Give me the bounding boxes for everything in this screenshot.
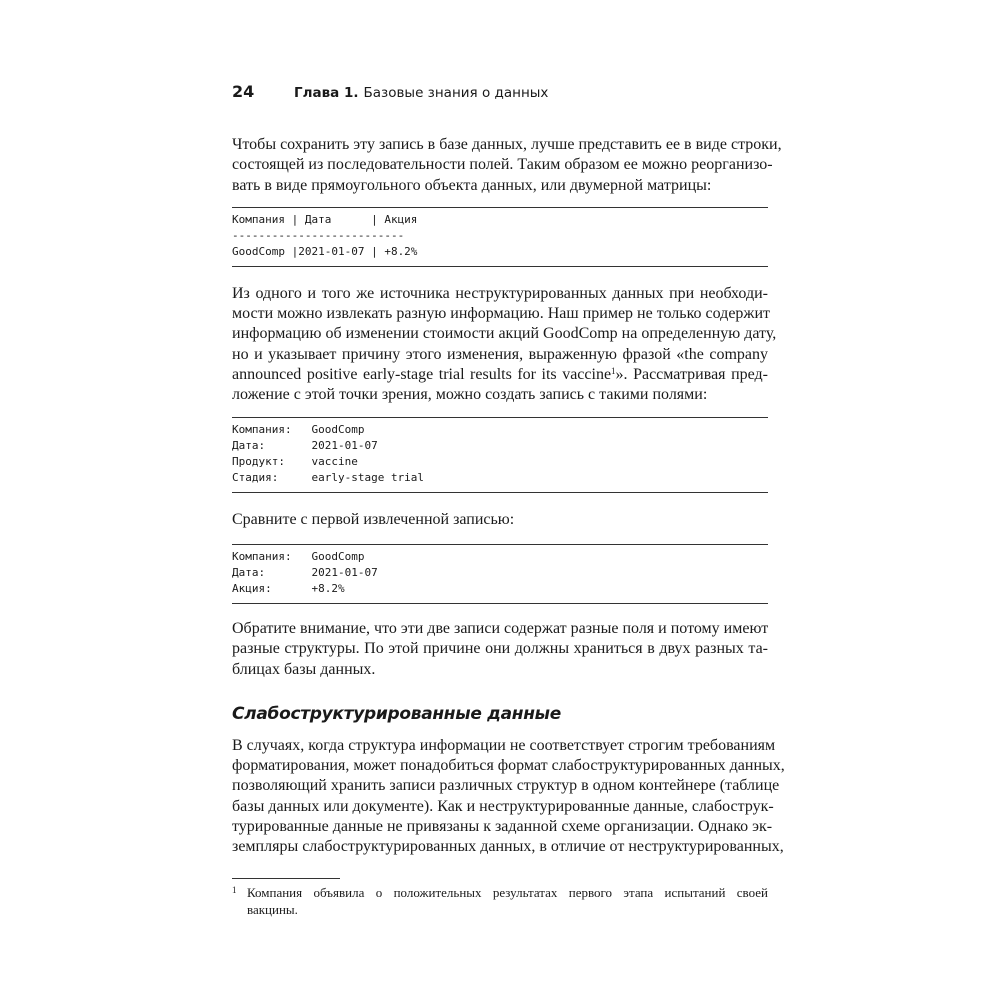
- code-block-record-product: [232, 417, 768, 493]
- code-text: Компания: GoodComp Дата: 2021-01-07 Акция: +8.2%: [232, 549, 378, 595]
- paragraph-line: [232, 365, 768, 385]
- paragraph-line: позволяющий хранить записи различных структур в одном контейнере (таблице: [232, 777, 780, 795]
- running-header: [232, 82, 768, 110]
- paragraph-line: базы данных или документе). Как и неструктурированные данные, слабострук-: [232, 797, 774, 815]
- paragraph-line: Обратите внимание, что эти две записи содержат разные поля и потому имеют: [232, 619, 769, 637]
- code-text: Компания | Дата | Акция -------------------------- GoodComp |2021-01-07 | +8.2%: [232, 212, 418, 258]
- paragraph-line: форматирования, может понадобиться формат слабоструктурированных данных,: [232, 757, 785, 775]
- paragraph-note: [232, 619, 768, 680]
- page-number: 24: [232, 82, 255, 101]
- paragraph-line: земпляры слабоструктурированных данных, в отличие от неструктурированных,: [232, 838, 784, 856]
- quote-tail: ». Рассматривая пред-: [615, 366, 768, 384]
- paragraph-line: но и указывает причину этого изменения, выраженную фразой «the company: [232, 345, 768, 363]
- quote-text: announced positive early-stage trial results for its vaccine: [232, 366, 612, 384]
- footnote-line: 1 Компания объявила о положительных результатах первого этапа испытаний своей: [232, 885, 768, 900]
- section-heading: Слабоструктурированные данные: [232, 703, 561, 724]
- paragraph-line: блицах базы данных.: [232, 660, 376, 678]
- paragraph-semistructured: [232, 736, 785, 858]
- paragraph-line: Чтобы сохранить эту запись в базе данных, лучше представить ее в виде строки,: [232, 136, 782, 153]
- paragraph-compare: [232, 510, 768, 530]
- paragraph-extraction: [232, 284, 777, 406]
- paragraph-line: Из одного и того же источника неструктурированных данных при необходи-: [232, 284, 768, 302]
- paragraph-line: разные структуры. По этой причине они должны храниться в двух разных та-: [232, 640, 768, 658]
- chapter-label: Глава 1.: [294, 85, 359, 101]
- paragraph-line: Сравните с первой извлеченной записью:: [232, 510, 515, 528]
- footnote-reference: 1: [611, 366, 616, 377]
- footnote-line: вакцины.: [247, 902, 298, 917]
- footnote: [232, 884, 768, 918]
- paragraph-line: состоящей из последовательности полей. Таким образом ее можно реорганизо-: [232, 156, 773, 174]
- code-block-table: [232, 207, 768, 267]
- paragraph-intro: [232, 135, 782, 196]
- footnote-text: Компания объявила о положительных результатах первого этапа испытаний своей: [247, 885, 768, 900]
- paragraph-line: В случаях, когда структура информации не соответствует строгим требованиям: [232, 736, 776, 754]
- code-text: Компания: GoodComp Дата: 2021-01-07 Продукт: vaccine Стадия: early-stage trial: [232, 422, 425, 484]
- footnote-divider: [232, 878, 340, 879]
- paragraph-line: информацию об изменении стоимости акций GoodComp на определенную дату,: [232, 325, 777, 343]
- book-page: [232, 82, 785, 858]
- chapter-title: Базовые знания о данных: [363, 85, 549, 101]
- paragraph-line: мости можно извлекать разную информацию. Наш пример не только содержит: [232, 305, 771, 323]
- code-block-record-stock: [232, 544, 768, 604]
- paragraph-line: ложение с этой точки зрения, можно создать запись с такими полями:: [232, 386, 708, 404]
- paragraph-line: турированные данные не привязаны к заданной схеме организации. Однако эк-: [232, 818, 773, 836]
- paragraph-line: вать в виде прямоугольного объекта данных, или двумерной матрицы:: [232, 176, 712, 194]
